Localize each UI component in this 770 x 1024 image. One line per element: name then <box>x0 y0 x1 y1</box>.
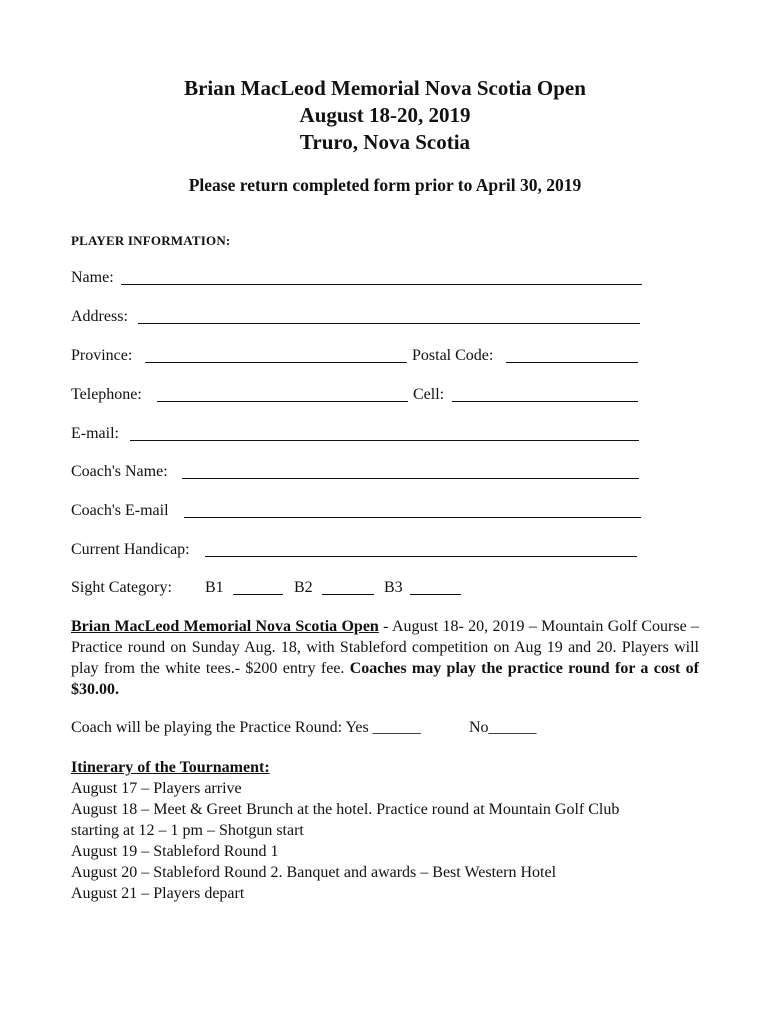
email-field[interactable] <box>130 440 639 441</box>
telephone-label: Telephone: <box>71 386 142 403</box>
coach-name-label: Coach's Name: <box>71 463 168 480</box>
postal-code-field[interactable] <box>506 362 638 363</box>
b2-field[interactable] <box>322 594 374 595</box>
event-dates: August 18-20, 2019 <box>299 103 471 127</box>
sight-category-label: Sight Category: <box>71 579 172 596</box>
province-label: Province: <box>71 347 133 364</box>
itinerary-section <box>71 757 711 904</box>
b3-label: B3 <box>384 579 403 596</box>
sight-category-row <box>71 578 491 598</box>
event-location: Truro, Nova Scotia <box>299 130 471 154</box>
b1-label: B1 <box>205 579 224 596</box>
player-information-heading: PLAYER INFORMATION: <box>71 233 231 248</box>
itinerary-item: August 17 – Players arrive <box>71 780 242 797</box>
address-row <box>71 307 646 327</box>
telephone-row <box>71 385 646 405</box>
province-field[interactable] <box>145 362 407 363</box>
itinerary-item: August 20 – Stableford Round 2. Banquet and awards – Best Western Hotel <box>71 864 557 881</box>
b1-field[interactable] <box>233 594 283 595</box>
coaches-practice-note: Coaches may play the practice round for a cost of $30.00. <box>71 660 699 698</box>
cell-field[interactable] <box>452 401 638 402</box>
coach-practice-row <box>71 718 571 738</box>
event-description <box>71 616 699 700</box>
cell-label: Cell: <box>413 386 445 403</box>
return-notice: Please return completed form prior to April 30, 2019 <box>188 175 582 195</box>
coach-email-label: Coach's E-mail <box>71 502 169 519</box>
postal-code-label: Postal Code: <box>412 347 494 364</box>
itinerary-heading: Itinerary of the Tournament: <box>71 759 270 776</box>
coach-email-field[interactable] <box>184 517 641 518</box>
name-field[interactable] <box>121 284 642 285</box>
coach-name-row <box>71 462 646 482</box>
province-row <box>71 346 646 366</box>
email-row <box>71 424 646 444</box>
handicap-label: Current Handicap: <box>71 541 190 558</box>
event-details: - August 18- 20, 2019 – Mountain Golf Course – Practice round on Sunday Aug. 18, with Stableford competition on Aug 19 and 20. Players will play from the white tees.- $200 entry fee. <box>71 618 700 677</box>
handicap-row <box>71 540 646 560</box>
name-row <box>71 268 646 288</box>
handicap-field[interactable] <box>205 556 637 557</box>
itinerary-item: starting at 12 – 1 pm – Shotgun start <box>71 822 304 839</box>
event-name: Brian MacLeod Memorial Nova Scotia Open <box>71 618 379 635</box>
coach-practice-yes[interactable]: Coach will be playing the Practice Round: Yes ______ <box>71 719 421 736</box>
coach-name-field[interactable] <box>182 478 639 479</box>
b2-label: B2 <box>294 579 313 596</box>
coach-email-row <box>71 501 646 521</box>
b3-field[interactable] <box>410 594 461 595</box>
coach-practice-no[interactable]: No______ <box>469 719 537 736</box>
itinerary-item: August 21 – Players depart <box>71 885 245 902</box>
address-label: Address: <box>71 308 128 325</box>
email-label: E-mail: <box>71 425 119 442</box>
name-label: Name: <box>71 269 114 286</box>
address-field[interactable] <box>138 323 640 324</box>
telephone-field[interactable] <box>157 401 408 402</box>
itinerary-item: August 18 – Meet & Greet Brunch at the hotel. Practice round at Mountain Golf Club <box>71 801 620 818</box>
itinerary-item: August 19 – Stableford Round 1 <box>71 843 279 860</box>
form-title: Brian MacLeod Memorial Nova Scotia Open <box>184 76 586 100</box>
